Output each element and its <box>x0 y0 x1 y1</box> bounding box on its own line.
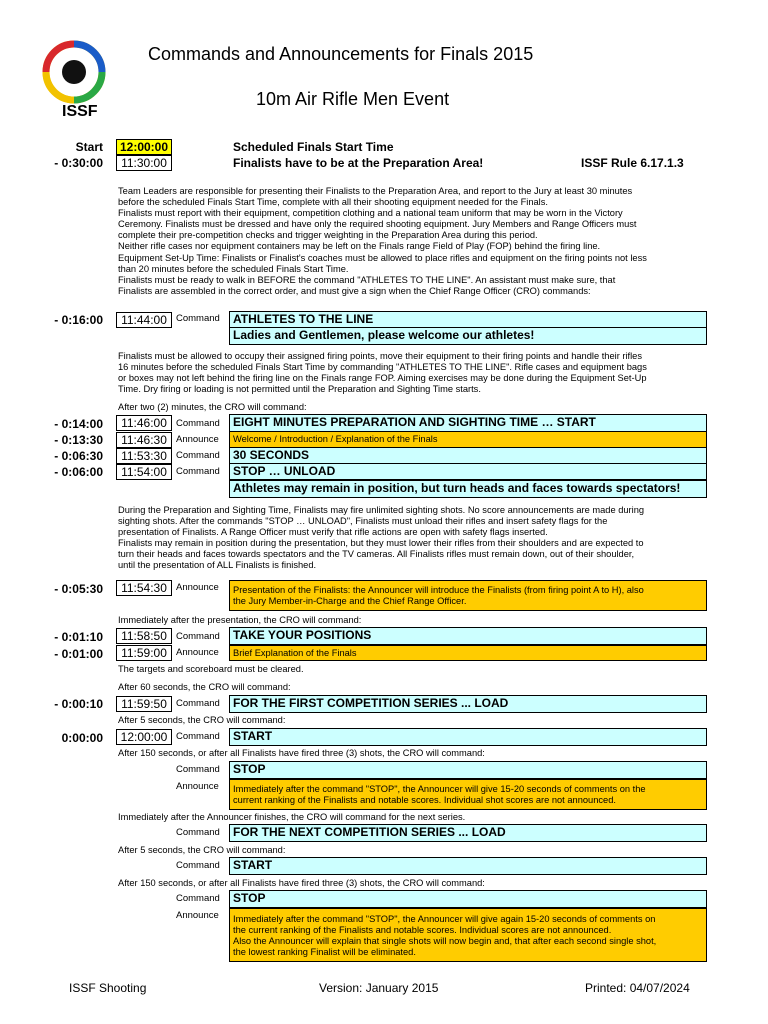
kind-label: Command <box>176 313 220 324</box>
command-box: EIGHT MINUTES PREPARATION AND SIGHTING TIME … START <box>229 414 707 432</box>
paragraph-athletes-line: Finalists must be allowed to occupy their assigned firing points, move their equipment to their firing points and handle their rifles 16 minutes before the scheduled Finals Start Time by commanding "ATHLETES TO THE LINE". Rifle cases and equipment bags or boxes may not left behind the firing line on the Finals range FOP. Aiming exercises may be done during the Equipment Set-Up Time. Dry firing or loading is not permitted until the Preparation and Sighting Time starts. <box>118 351 647 395</box>
kind-label: Announce <box>176 647 219 658</box>
time: 11:59:50 <box>116 696 172 712</box>
page-subtitle: 10m Air Rifle Men Event <box>256 89 450 109</box>
announce-box: Welcome / Introduction / Explanation of the Finals <box>229 431 707 448</box>
footer-left: ISSF Shooting <box>69 981 147 995</box>
offset: - 0:01:10 <box>54 630 103 644</box>
offset: - 0:05:30 <box>54 582 103 596</box>
note: Immediately after the presentation, the CRO will command: <box>118 615 362 625</box>
kind-label: Command <box>176 764 220 775</box>
kind-label: Command <box>176 731 220 742</box>
time: 11:44:00 <box>116 312 172 328</box>
time: 11:59:00 <box>116 645 172 661</box>
prep-offset: - 0:30:00 <box>54 156 103 170</box>
paragraph-sighting: During the Preparation and Sighting Time, Finalists may fire unlimited sighting shots. No score announcements are made during sighting shots. After the commands "STOP … UNLOAD", Finalists must unload their rifles and insert safety flags for the presentation of Finalists. A Range Officer must verify that rifle actions are open with safety flags inserted. Finalists may remain in position during the presentation, but they must lower their rifles from their shoulders and are expected to turn their heads and faces towards spectators and the TV cameras. All Finalists rifles must remain down, out of their shoulder, until the presentation of ALL Finalists is finished. <box>118 505 645 571</box>
announce-box: Immediately after the command "STOP", the Announcer will give again 15-20 seconds of comments on the current ranking of the Finalists and notable scores. Individual scores are not announced. Also the Announcer will explain that single shots will now begin and, that after each second single shot, the lowest ranking Finalist will be eliminated. <box>229 908 707 962</box>
offset: 0:00:00 <box>61 731 103 745</box>
kind-label: Announce <box>176 910 219 921</box>
kind-label: Command <box>176 418 220 429</box>
command-box: STOP <box>229 890 707 908</box>
command-box: START <box>229 728 707 746</box>
announce-box: Presentation of the Finalists: the Announcer will introduce the Finalists (from firing point A to H), also the Jury Member-in-Charge and the Chief Range Officer. <box>229 580 707 611</box>
announce-box: Brief Explanation of the Finals <box>229 645 707 661</box>
command-box: FOR THE NEXT COMPETITION SERIES ... LOAD <box>229 824 707 842</box>
time: 11:54:00 <box>116 464 172 480</box>
note: After 5 seconds, the CRO will command: <box>118 715 286 725</box>
page-title: Commands and Announcements for Finals 2015 <box>148 44 534 64</box>
kind-label: Command <box>176 631 220 642</box>
command-box: FOR THE FIRST COMPETITION SERIES ... LOAD <box>229 695 707 713</box>
offset: - 0:16:00 <box>54 313 103 327</box>
time: 11:46:30 <box>116 432 172 448</box>
time: 11:54:30 <box>116 580 172 596</box>
footer-printed: Printed: 04/07/2024 <box>585 981 690 995</box>
note: After 5 seconds, the CRO will command: <box>118 845 286 855</box>
rule-reference: ISSF Rule 6.17.1.3 <box>581 156 684 170</box>
time: 11:46:00 <box>116 415 172 431</box>
announce-box: Immediately after the command "STOP", the Announcer will give 15-20 seconds of comments on the current ranking of the Finalists and notable scores. Individual shot scores are not announced. <box>229 779 707 810</box>
command-box: TAKE YOUR POSITIONS <box>229 627 707 645</box>
offset: - 0:00:10 <box>54 697 103 711</box>
offset: - 0:13:30 <box>54 433 103 447</box>
kind-label: Announce <box>176 781 219 792</box>
kind-label: Command <box>176 698 220 709</box>
kind-label: Command <box>176 466 220 477</box>
command-box: STOP <box>229 761 707 779</box>
footer-version: Version: January 2015 <box>319 981 439 995</box>
logo-text: ISSF <box>62 103 98 120</box>
note: After 150 seconds, or after all Finalists have fired three (3) shots, the CRO will command: <box>118 748 485 758</box>
command-box: ATHLETES TO THE LINE <box>229 311 707 328</box>
kind-label: Command <box>176 893 220 904</box>
note: After 60 seconds, the CRO will command: <box>118 682 291 692</box>
kind-label: Command <box>176 860 220 871</box>
prep-time: 11:30:00 <box>116 155 172 171</box>
command-box: Ladies and Gentlemen, please welcome our athletes! <box>229 327 707 345</box>
kind-label: Announce <box>176 582 219 593</box>
kind-label: Command <box>176 450 220 461</box>
time: 12:00:00 <box>116 729 172 745</box>
note: Immediately after the Announcer finishes, the CRO will command for the next series. <box>118 812 466 822</box>
command-box: STOP … UNLOAD <box>229 463 707 480</box>
offset: - 0:06:00 <box>54 465 103 479</box>
command-box: 30 SECONDS <box>229 447 707 464</box>
offset: - 0:01:00 <box>54 647 103 661</box>
note: The targets and scoreboard must be cleared. <box>118 664 304 674</box>
time: 11:53:30 <box>116 448 172 464</box>
kind-label: Announce <box>176 434 219 445</box>
start-time: 12:00:00 <box>116 139 172 155</box>
start-label: Start <box>75 140 103 154</box>
offset: - 0:06:30 <box>54 449 103 463</box>
note: After two (2) minutes, the CRO will command: <box>118 402 307 412</box>
command-box: Athletes may remain in position, but turn heads and faces towards spectators! <box>229 480 707 498</box>
kind-label: Command <box>176 827 220 838</box>
paragraph-preparation: Team Leaders are responsible for presenting their Finalists to the Preparation Area, and report to the Jury at least 30 minutes before the scheduled Finals Start Time, complete with all their shooting equipment needed for the Finals. Finalists must report with their equipment, competition clothing and a national team uniform that may be worn in the Victory Ceremony. Finalists must be dressed and have only the required shooting equipment. Jury Members and Range Officers must complete their pre-competition checks and trigger weighting in the Preparation Area during this period. Neither rifle cases nor equipment containers may be left on the Finals range Field of Play (FOP) behind the firing line. Equipment Set-Up Time: Finalists or Finalist's coaches must be allowed to place rifles and equipment on the firing points not less than 20 minutes before the scheduled Finals Start Time. Finalists must be ready to walk in BEFORE the command "ATHLETES TO THE LINE". An assistant must make sure, that Finalists are assembled in the correct order, and must give a sign when the Chief Range Officer (CRO) commands: <box>118 186 647 296</box>
time: 11:58:50 <box>116 628 172 644</box>
offset: - 0:14:00 <box>54 417 103 431</box>
start-text: Scheduled Finals Start Time <box>233 140 394 154</box>
prep-text: Finalists have to be at the Preparation Area! <box>233 156 484 170</box>
command-box: START <box>229 857 707 875</box>
note: After 150 seconds, or after all Finalists have fired three (3) shots, the CRO will command: <box>118 878 485 888</box>
